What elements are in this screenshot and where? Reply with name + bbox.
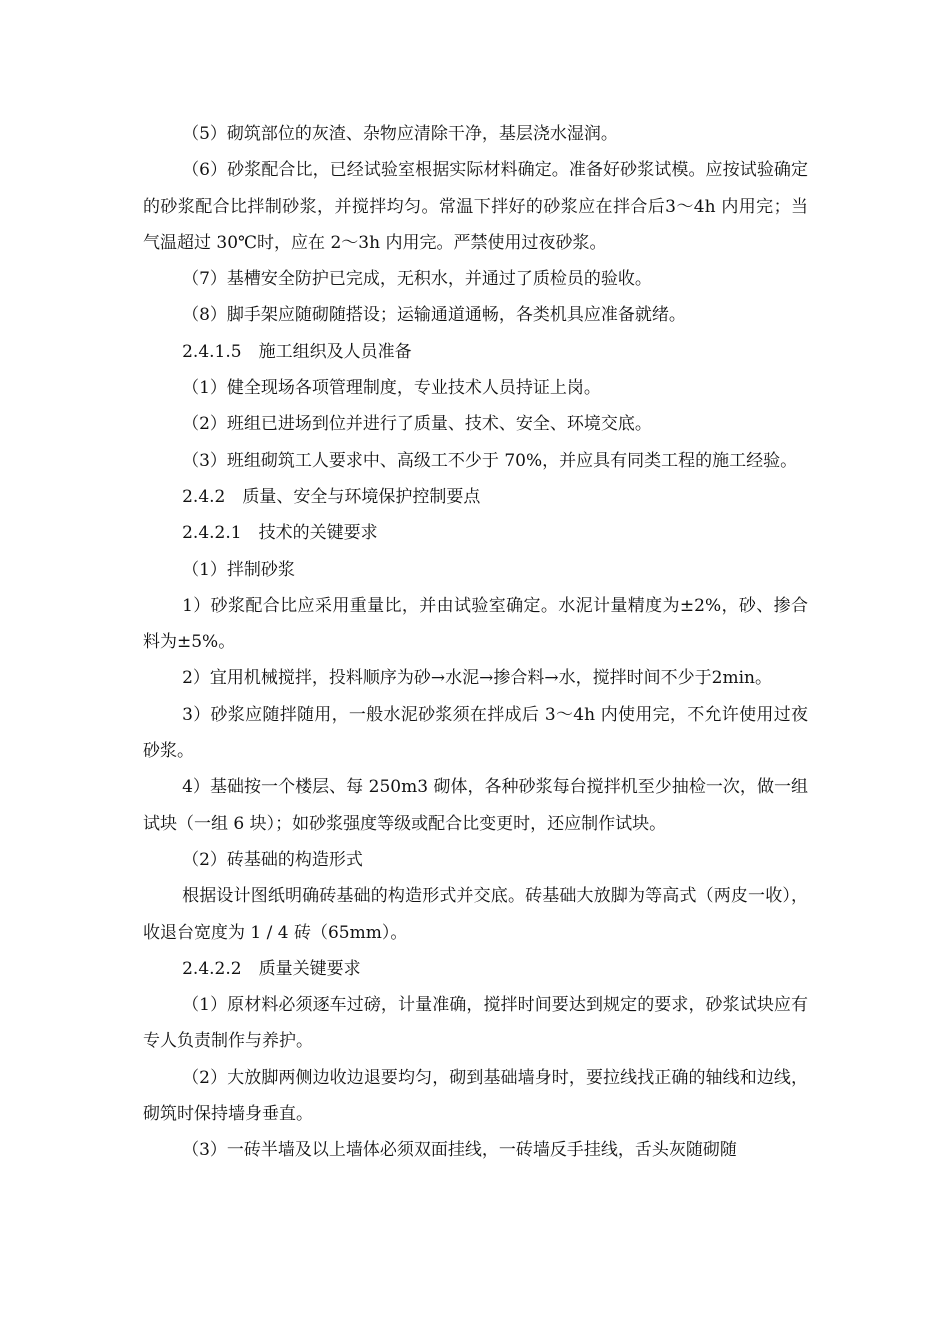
paragraph-foundation-form: 根据设计图纸明确砖基础的构造形式并交底。砖基础大放脚为等高式（两皮一收），收退台宽度为 1 / 4 砖（65mm）。 [143,886,808,943]
paragraph-item-6: （6）砂浆配合比，已经试验室根据实际材料确定。准备好砂浆试模。应按试验确定的砂浆配合比拌制砂浆，并搅拌均匀。常温下拌好的砂浆应在拌合后3～4h 内用完；当气温超过 30℃时，应在 2～3h 内用完。严禁使用过夜砂浆。 [143,160,808,253]
paragraph-org-2: （2）班组已进场到位并进行了质量、技术、安全、环境交底。 [182,414,652,435]
paragraph-quality-3: （3）一砖半墙及以上墙体必须双面挂线，一砖墙反手挂线，舌头灰随砌随 [182,1140,737,1161]
subheading-foundation-form: （2）砖基础的构造形式 [182,849,363,870]
subheading-mixing-mortar: （1）拌制砂浆 [182,559,295,580]
paragraph-item-8: （8）脚手架应随砌随搭设；运输通道通畅，各类机具应准备就绪。 [182,305,686,326]
section-heading-2-4-2-1: 2.4.2.1 技术的关键要求 [182,523,378,544]
paragraph-mix-1: 1）砂浆配合比应采用重量比，并由试验室确定。水泥计量精度为±2%，砂、掺合料为±5%。 [143,595,808,653]
paragraph-org-3: （3）班组砌筑工人要求中、高级工不少于 70%，并应具有同类工程的施工经验。 [182,450,798,471]
section-heading-2-4-1-5: 2.4.1.5 施工组织及人员准备 [182,341,412,362]
document-body [143,116,808,1169]
paragraph-item-7: （7）基槽安全防护已完成，无积水，并通过了质检员的验收。 [182,269,652,290]
paragraph-quality-2: （2）大放脚两侧边收边退要均匀，砌到基础墙身时，要拉线找正确的轴线和边线，砌筑时保持墙身垂直。 [143,1067,808,1125]
paragraph-mix-3: 3）砂浆应随拌随用，一般水泥砂浆须在拌成后 3～4h 内使用完，不允许使用过夜砂浆。 [143,704,808,762]
paragraph-quality-1: （1）原材料必须逐车过磅，计量准确，搅拌时间要达到规定的要求，砂浆试块应有专人负责制作与养护。 [143,995,808,1052]
paragraph-mix-4: 4）基础按一个楼层、每 250m3 砌体，各种砂浆每台搅拌机至少抽检一次，做一组试块（一组 6 块）；如砂浆强度等级或配合比变更时，还应制作试块。 [143,777,808,834]
section-heading-2-4-2: 2.4.2 质量、安全与环境保护控制要点 [182,486,481,507]
paragraph-item-5: （5）砌筑部位的灰渣、杂物应清除干净，基层浇水湿润。 [182,124,618,144]
paragraph-mix-2: 2）宜用机械搅拌，投料顺序为砂→水泥→掺合料→水，搅拌时间不少于2min。 [182,668,772,689]
section-heading-2-4-2-2: 2.4.2.2 质量关键要求 [182,958,361,979]
paragraph-org-1: （1）健全现场各项管理制度，专业技术人员持证上岗。 [182,378,601,399]
